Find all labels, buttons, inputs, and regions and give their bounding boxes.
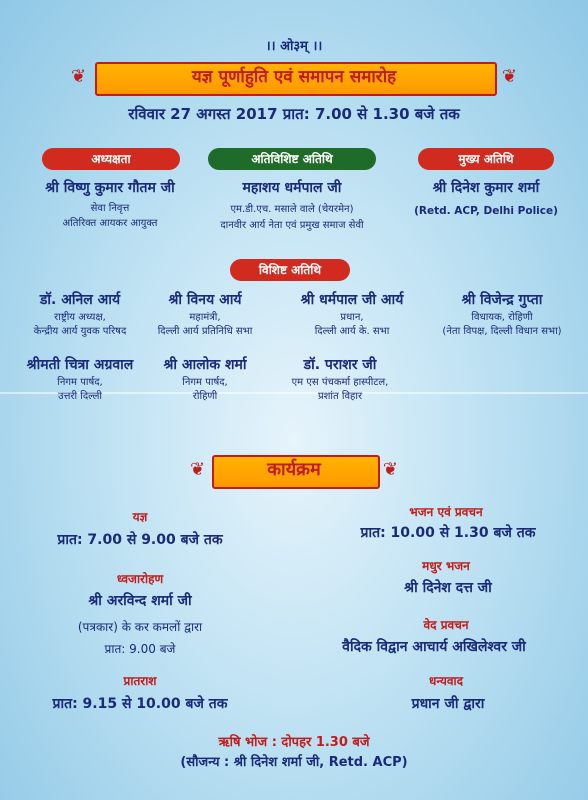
guest-line1: निगम पार्षद, xyxy=(182,377,228,388)
guest-line1: निगम पार्षद, xyxy=(57,377,103,388)
guest-line1: विधायक, रोहिणी xyxy=(471,312,533,323)
program-title: कार्यक्रम xyxy=(267,459,321,480)
flag-time: प्रात: 9.00 बजे xyxy=(104,642,176,656)
guest-line2: दिल्ली आर्य के. सभा xyxy=(314,326,390,337)
guest-name: श्री विनय आर्य xyxy=(168,292,242,308)
thanks-heading: धन्यवाद xyxy=(428,674,464,688)
special-guest-line1: एम.डी.एच. मसाले वाले (चेयरमेन) xyxy=(230,204,354,215)
yagya-heading: यज्ञ xyxy=(132,510,148,524)
yagya-time: प्रात: 7.00 से 9.00 बजे तक xyxy=(57,532,223,548)
guest-name: श्री आलोक शर्मा xyxy=(163,357,247,373)
guest-line1: एम एस पंचकर्मा हास्पीटल, xyxy=(291,377,389,388)
flag-name: श्री अरविन्द शर्मा जी xyxy=(88,593,192,609)
madhur-heading: मधुर भजन xyxy=(422,559,470,573)
left-ornament-icon: ❦ xyxy=(71,66,87,87)
presiding-line2: अतिरिक्त आयकर आयुक्त xyxy=(62,218,158,229)
guest-line1: राष्ट्रीय अध्यक्ष, xyxy=(54,312,106,323)
guest-line2: (नेता विपक्ष, दिल्ली विधान सभा) xyxy=(442,326,562,337)
special-guest-label: अतिविशिष्ट अतिथि xyxy=(208,148,376,170)
guest-line1: महामंत्री, xyxy=(189,312,221,323)
special-guest-name: महाशय धर्मपाल जी xyxy=(242,180,342,196)
flag-heading: ध्वजारोहण xyxy=(116,572,164,586)
flag-line1: (पत्रकार) के कर कमलों द्वारा xyxy=(77,620,203,634)
thanks-name: प्रधान जी द्वारा xyxy=(411,696,485,712)
madhur-name: श्री दिनेश दत्त जी xyxy=(404,580,492,596)
guest-line2: दिल्ली आर्य प्रतिनिधि सभा xyxy=(157,326,253,337)
chief-guest-label: मुख्य अतिथि xyxy=(418,148,554,170)
program-banner xyxy=(190,455,398,485)
guest-name: डॉ. अनिल आर्य xyxy=(39,292,121,308)
distinguished-label: विशिष्ट अतिथि xyxy=(230,259,350,281)
guest-line2: रोहिणी xyxy=(192,391,218,402)
presiding-name: श्री विष्णु कुमार गौतम जी xyxy=(45,180,175,196)
breakfast-time: प्रात: 9.15 से 10.00 बजे तक xyxy=(52,696,228,712)
guest-name: डॉ. पराशर जी xyxy=(303,357,377,373)
guest-name: श्रीमती चित्रा अग्रवाल xyxy=(26,357,134,373)
left-ornament-icon: ❦ xyxy=(190,459,206,480)
courtesy-line: (सौजन्य : श्री दिनेश शर्मा जी, Retd. ACP) xyxy=(180,755,408,770)
veda-heading: वेद प्रवचन xyxy=(423,618,469,632)
chief-guest-name: श्री दिनेश कुमार शर्मा xyxy=(432,180,540,196)
presiding-label: अध्यक्षता xyxy=(42,148,180,170)
event-title: यज्ञ पूर्णाहुति एवं समापन समारोह xyxy=(191,67,397,87)
veda-name: वैदिक विद्वान आचार्य अखिलेश्वर जी xyxy=(342,639,526,655)
presiding-line1: सेवा निवृत्त xyxy=(90,203,130,214)
guest-line2: उत्तरी दिल्ली xyxy=(57,391,103,402)
guest-name: श्री विजेन्द्र गुप्ता xyxy=(461,292,543,308)
guest-line2: केन्द्रीय आर्य युवक परिषद xyxy=(33,326,127,337)
guest-line2: प्रशांत विहार xyxy=(317,391,363,402)
guest-name: श्री धर्मपाल जी आर्य xyxy=(300,292,404,308)
om-heading: ।। ओ३म् ।। xyxy=(265,39,323,54)
event-title-banner xyxy=(71,62,517,92)
breakfast-heading: प्रातराश xyxy=(123,674,157,688)
event-date: रविवार 27 अगस्त 2017 प्रात: 7.00 से 1.30 बजे तक xyxy=(128,105,460,123)
rishi-bhoj-label: ऋषि भोज : दोपहर 1.30 बजे xyxy=(218,735,370,750)
special-guest-line2: दानवीर आर्य नेता एवं प्रमुख समाज सेवी xyxy=(220,220,364,231)
bhajan-time: प्रात: 10.00 से 1.30 बजे तक xyxy=(360,525,536,541)
bhajan-heading: भजन एवं प्रवचन xyxy=(409,505,483,519)
guest-line1: प्रधान, xyxy=(340,312,364,323)
chief-guest-line1: (Retd. ACP, Delhi Police) xyxy=(414,205,558,217)
right-ornament-icon: ❦ xyxy=(382,459,398,480)
right-ornament-icon: ❦ xyxy=(501,66,517,87)
